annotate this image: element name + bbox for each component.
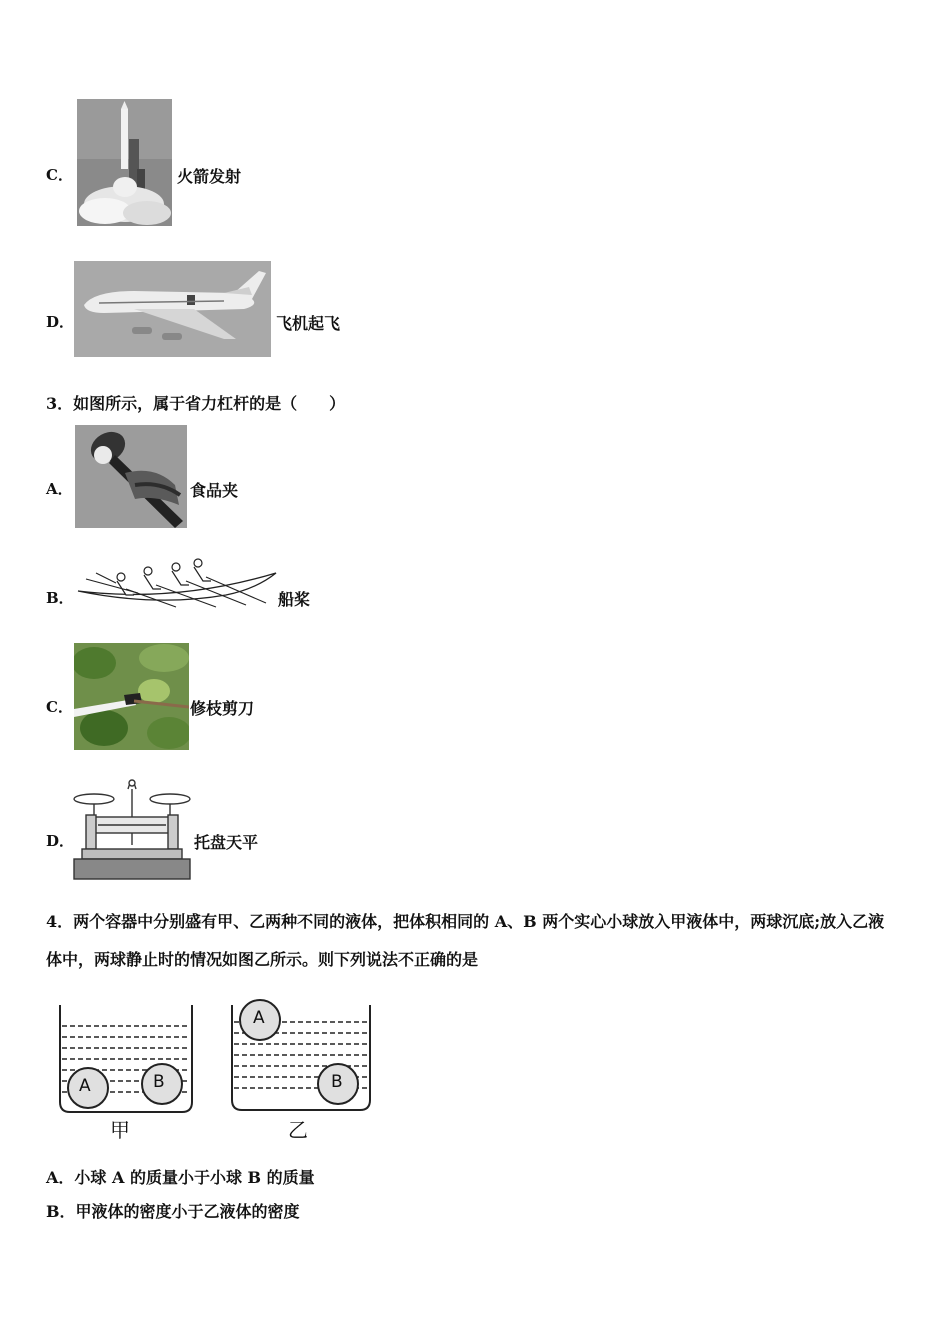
food-tongs-photo-icon: [75, 425, 187, 528]
ball-b-label-yi: B: [331, 1072, 343, 1092]
ball-a-label-yi: A: [253, 1008, 265, 1028]
rocket-launch-photo-icon: [77, 99, 172, 226]
q3-caption-food-tongs: 食品夹: [190, 481, 239, 500]
ball-a-label-jia: A: [79, 1076, 91, 1096]
q4-option-a: A．小球 A 的质量小于小球 B 的质量: [46, 1168, 315, 1187]
rowing-boat-drawing-icon: [76, 555, 280, 617]
beaker-jia-figure: [50, 1000, 200, 1120]
option-caption-airplane: 飞机起飞: [276, 314, 341, 333]
option-caption-rocket: 火箭发射: [177, 167, 242, 186]
question-4-stem-line2: 体中，两球静止时的情况如图乙所示。则下列说法不正确的是: [46, 950, 479, 969]
q4-option-b: B．甲液体的密度小于乙液体的密度: [46, 1202, 300, 1221]
q3-caption-oar: 船桨: [278, 590, 311, 609]
q3-caption-pruning-shears: 修枝剪刀: [190, 699, 255, 718]
q3-option-letter-b: B．: [46, 589, 74, 607]
q3-option-letter-d: D．: [46, 832, 75, 850]
option-letter-d-prev: D．: [46, 313, 75, 331]
question-4-stem-line1: 4．两个容器中分别盛有甲、乙两种不同的液体，把体积相同的 A、B 两个实心小球放入甲液体中，两球沉底;放入乙液: [46, 912, 885, 931]
question-3-stem: 3．如图所示，属于省力杠杆的是（ ）: [46, 394, 346, 413]
beaker-yi-label: 乙: [288, 1118, 308, 1142]
beaker-jia-label: 甲: [110, 1118, 130, 1142]
option-letter-c-prev: C．: [46, 166, 73, 184]
pan-balance-drawing-icon: [72, 775, 192, 882]
q3-option-letter-c: C．: [46, 698, 73, 716]
airplane-photo-icon: [74, 261, 271, 357]
q3-option-letter-a: A．: [46, 480, 73, 498]
pruning-shears-photo-icon: [74, 643, 189, 750]
beaker-yi-figure: [222, 992, 377, 1117]
ball-b-label-jia: B: [153, 1072, 165, 1092]
q3-caption-pan-balance: 托盘天平: [194, 833, 259, 852]
